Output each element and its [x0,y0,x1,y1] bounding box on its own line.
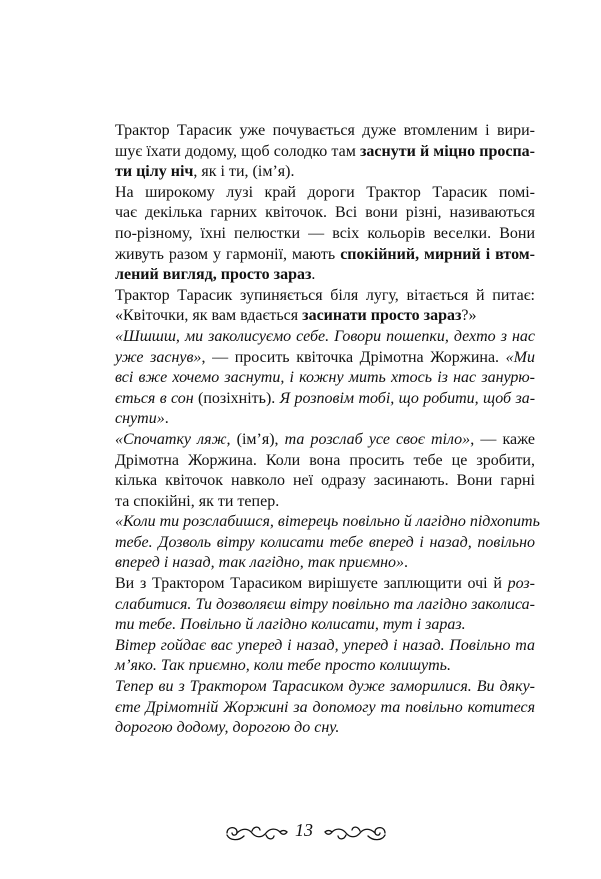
text-line [115,162,535,183]
paragraph [115,636,535,677]
text-run: Ви з Трактором Тарасиком вирішуєте заплющити очі й [115,575,508,593]
italic-text: вперед і назад, так лагідно, так приємно» [115,554,405,572]
page-number: 13 [295,820,313,840]
paragraph [115,430,535,512]
bold-text: спокійний, мирний і втом- [340,245,535,263]
text-line [115,121,535,142]
paragraph [115,183,535,286]
text-line [115,677,535,698]
text-run: «Квіточки, як вам вдається [115,307,303,325]
italic-text: м’яко. Так приємно, коли тебе просто колишуть. [115,657,451,675]
bold-text: засинати просто зараз [302,307,462,325]
italic-text: «Коли ти розслабишся, вітерець повільно й лагідно підхопить [115,513,540,531]
text-run: , — каже [470,430,536,448]
text-line [115,409,535,430]
text-run: (позіхніть). [193,389,280,407]
italic-text: «Спочатку ляж, [115,430,237,448]
text-line [115,368,535,389]
text-run: живуть разом у гармонії, мають [115,245,341,263]
text-line [115,203,535,224]
text-line [115,306,535,327]
italic-text: роз- [507,575,535,593]
right-swirl-ornament-icon [322,822,388,844]
italic-text: уже заснув» [115,348,202,366]
text-run: та спокійні, як ти тепер. [115,492,280,510]
text-line [115,183,535,204]
paragraph [115,327,535,430]
text-line [115,327,535,348]
paragraph [115,512,540,574]
italic-text: Я розповім тобі, що робити, щоб за- [279,389,536,407]
text-line [115,698,535,719]
text-line [115,286,535,307]
text-line [115,471,535,492]
italic-text: «Шшшш, ми заколисуємо себе. Говори пошепки, дехто з нас [115,327,535,345]
paragraph [115,574,535,636]
text-line [115,389,535,410]
italic-text: Тепер ви з Трактором Тарасиком дуже заморилися. Ви дяку- [115,678,535,696]
italic-text: снути» [115,410,165,428]
text-line [115,595,535,616]
italic-text: єте Дрімотній Жоржині за допомогу та повільно котитеся [115,698,535,716]
text-run: . [404,554,409,572]
text-line [115,224,535,245]
text-line [115,615,535,636]
italic-text: та розслаб усе своє тіло» [284,430,471,448]
text-run: шує їхати додому, щоб солодко там [115,142,360,160]
text-line [115,574,535,595]
text-run: . [164,410,169,428]
italic-text: всі вже хочемо заснути, і кожну мить хтось із нас занурю- [115,369,535,387]
text-run: Трактор Тарасик уже почувається дуже втомленим і вири- [115,122,535,139]
paragraph [115,286,535,327]
left-swirl-ornament-icon [224,822,290,844]
page-text [115,121,540,739]
text-line [115,718,535,739]
text-line [115,636,535,657]
text-line [115,492,535,513]
bold-text: заснути й міцно проспа- [359,142,536,160]
italic-text: Вітер гойдає вас уперед і назад, уперед і назад. Повільно та [115,636,535,654]
italic-text: ти тебе. Повільно й лагідно колисати, тут і зараз. [115,616,466,634]
italic-text: слабитися. Ти дозволяєш вітру повільно та лагідно заколиса- [115,595,535,613]
text-line [115,553,535,574]
text-run: ?» [461,307,477,325]
text-line [115,348,535,369]
paragraph [115,677,535,739]
text-run: кілька квіточок навколо неї одразу засинають. Вони гарні [115,472,535,490]
italic-text: дорогою додому, дорогою до сну. [115,719,340,737]
bold-text: ти цілу ніч [115,163,194,181]
text-run: , як і ти, (ім’я). [193,163,295,181]
text-line [115,656,535,677]
text-run: Дрімотна Жоржина. Коли вона просить тебе це зробити, [115,451,535,469]
text-line [115,430,535,451]
text-line [115,265,535,286]
text-line [115,245,535,266]
bold-text: лений вигляд, просто зараз [115,266,312,284]
italic-text: тебе. Дозволь вітру колисати тебе вперед і назад, повільно [115,533,535,551]
text-run: (ім’я), [236,430,285,448]
text-run: На широкому лузі край дороги Трактор Тарасик помі- [115,183,535,201]
text-run: Трактор Тарасик зупиняється біля лугу, вітається й питає: [115,286,535,304]
text-line [115,142,535,163]
paragraph [115,121,535,183]
text-run: , — просить квіточка Дрімотна Жоржина. [201,348,506,366]
page-footer [0,812,601,852]
text-line [115,533,535,554]
text-line [115,451,535,472]
italic-text: ється в сон [115,389,194,407]
text-run: . [311,266,316,284]
italic-text: «Ми [505,348,535,366]
text-run: чає декілька гарних квіточок. Всі вони різні, називаються [115,204,535,222]
text-line [115,512,540,533]
text-run: по-різному, їхні пелюстки — всіх кольорів веселки. Вони [115,224,535,242]
